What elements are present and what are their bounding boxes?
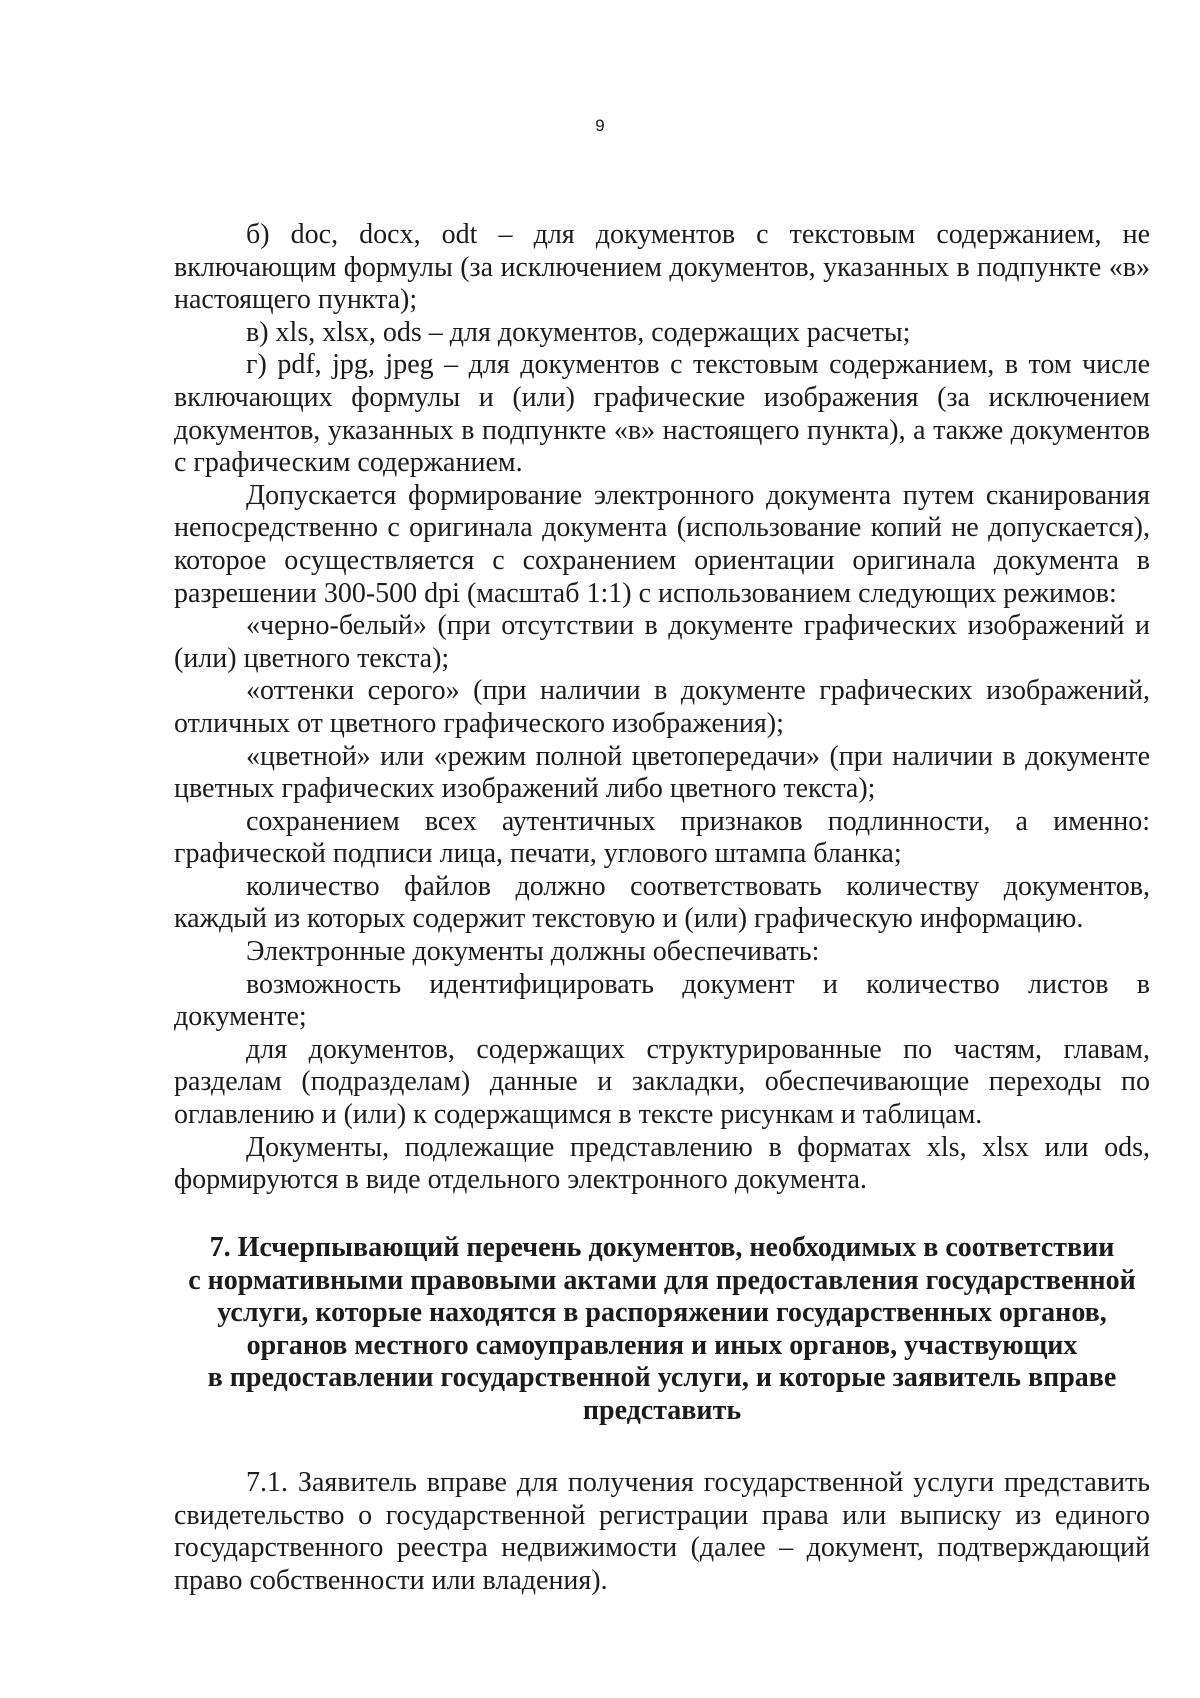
- paragraph-authenticity: сохранением всех аутентичных признаков подлинности, а именно: графической подписи лица, печати, углового штампа бланка;: [174, 805, 1150, 870]
- section-7-text: [174, 1467, 1150, 1597]
- page-number: 9: [595, 116, 605, 135]
- paragraph-b-doc-formats: б) doc, docx, odt – для документов с текстовым содержанием, не включающим формулы (за исключением документов, указанных в подпункте «в» настоящего пункта);: [174, 219, 1150, 316]
- paragraph-v-xls-formats: в) xls, xlsx, ods – для документов, содержащих расчеты;: [246, 316, 911, 348]
- body-text: [174, 219, 1150, 1197]
- paragraph-g-pdf-formats: г) pdf, jpg, jpeg – для документов с текстовым содержанием, в том числе включающих формулы и (или) графические изображения (за исключением документов, указанных в подпункте «в» настоящего пункта), а также документов с графическим содержанием.: [174, 349, 1150, 479]
- paragraph-structured-bookmarks: для документов, содержащих структурированные по частям, главам, разделам (подразделам) данные и закладки, обеспечивающие переходы по оглавлению и (или) к содержащимся в тексте рисункам и таблицам.: [174, 1033, 1150, 1131]
- paragraph-electronic-documents: Электронные документы должны обеспечивать:: [246, 936, 820, 968]
- section-heading-line: представить: [582, 1394, 742, 1426]
- paragraph-identify-document: возможность идентифицировать документ и количество листов в документе;: [174, 968, 1150, 1033]
- section-heading-line: услуги, которые находятся в распоряжении государственных органов,: [217, 1297, 1107, 1329]
- paragraph-mode-grayscale: «оттенки серого» (при наличии в документе графических изображений, отличных от цветного графического изображения);: [174, 675, 1150, 739]
- section-heading-line: с нормативными правовыми актами для предоставления государственной: [188, 1264, 1136, 1296]
- paragraph-scanning-allowed: Допускается формирование электронного документа путем сканирования непосредственно с оригинала документа (использование копий не допускается), которое осуществляется с сохранением ориентации оригинала документа в разрешении 300-500 dpi (масштаб 1:1) с использованием следующих режимов:: [174, 479, 1150, 609]
- paragraph-file-count: количество файлов должно соответствовать количеству документов, каждый из которых содержит текстовую и (или) графическую информацию.: [174, 870, 1150, 935]
- paragraph-mode-black-white: «черно-белый» (при отсутствии в документе графических изображений и (или) цветного текста);: [174, 610, 1150, 674]
- paragraph-mode-color: «цветной» или «режим полной цветопередачи» (при наличии в документе цветных графических изображений либо цветного текста);: [174, 740, 1150, 805]
- section-7-heading: [174, 1232, 1150, 1428]
- paragraph-spreadsheet-documents: Документы, подлежащие представлению в форматах xls, xlsx или ods, формируются в виде отдельного электронного документа.: [174, 1131, 1150, 1196]
- section-heading-line: органов местного самоуправления и иных органов, участвующих: [246, 1329, 1078, 1361]
- paragraph-7-1: 7.1. Заявитель вправе для получения государственной услуги представить свидетельство о государственной регистрации права или выписку из единого государственного реестра недвижимости (далее – документ, подтверждающий право собственности или владения).: [174, 1467, 1150, 1596]
- section-heading-line: в предоставлении государственной услуги, и которые заявитель вправе: [207, 1362, 1117, 1394]
- section-heading-line: 7. Исчерпывающий перечень документов, необходимых в соответствии: [209, 1232, 1115, 1263]
